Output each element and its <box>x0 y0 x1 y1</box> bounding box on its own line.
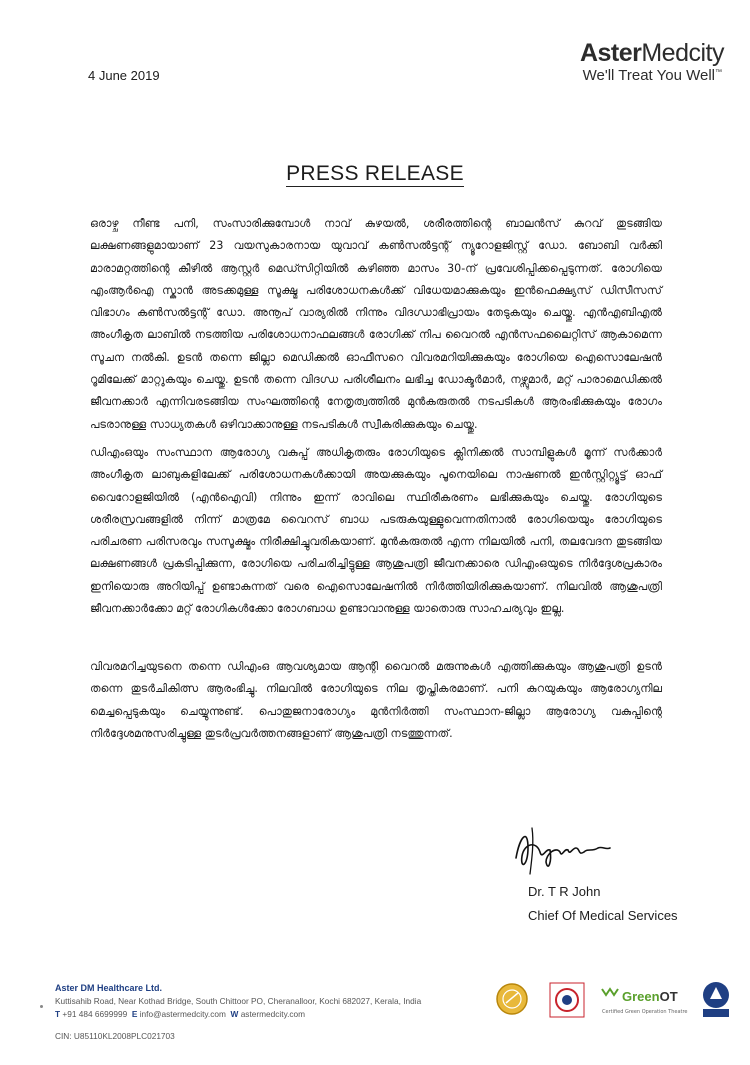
footer-block <box>55 982 421 1043</box>
nabh-badge <box>703 982 729 1017</box>
nabl-badge <box>550 983 584 1017</box>
footer-dot <box>40 1005 43 1008</box>
phone-label: T <box>55 1009 61 1019</box>
signatory-name: Dr. T R John <box>528 884 601 899</box>
green-ot-badge <box>602 989 688 1015</box>
green-ot-caption: Certified Green Operation Theatre <box>602 1009 688 1015</box>
document-date: 4 June 2019 <box>88 68 160 83</box>
page-title: PRESS RELEASE <box>286 162 464 185</box>
body-paragraph-2: ഡിഎംഒയും സംസ്ഥാന ആരോഗ്യ വകുപ്പ് അധികൃതരും രോഗിയുടെ ക്ലിനിക്കൽ സാമ്പിളുകൾ മൂന്ന് സർക്കാർ അംഗീകൃത ലാബുകളിലേക്ക് പരിശോധനകൾക്കായി അയക്കുകയും പൂനെയിലെ നാഷണൽ ഇൻസ്റ്റിറ്റ്യൂട്ട് ഓഫ് വൈറോളജിയിൽ (എൻഐവി) നിന്നും ഇന്ന് രാവിലെ സ്ഥിരീകരണം ലഭിക്കുകയും ചെയ്തു. രോഗിയുടെ ശരീരസ്രവങ്ങളിൽ നിന്ന് മാത്രമേ വൈറസ് ബാധ പടരുകയുള്ളുവെന്നതിനാൽ രോഗിയെയും രോഗിയുടെ പരിചരണ പരിസരവും സസൂക്ഷ്മം നിരീക്ഷിച്ചുവരികയാണ്. മുൻകരുതൽ എന്ന നിലയിൽ പനി, തലവേദന തുടങ്ങിയ ലക്ഷണങ്ങൾ പ്രകടിപ്പിക്കുന്ന, രോഗിയെ പരിചരിച്ചിട്ടുള്ള ആശുപത്രി ജീവനക്കാരെ ഡിഎംഒയുടെ നിർദ്ദേശപ്രകാരം ഇനിയൊരു അറിയിപ്പ് ഉണ്ടാകുന്നത് വരെ ഐസൊലേഷനിൽ നിർത്തിയിരിക്കുകയാണ്. നിലവിൽ ആശുപത്രി ജീവനക്കാർക്കോ മറ്റ് രോഗികൾക്കോ രോഗബാധ ഉണ്ടാവാനുള്ള യാതൊരു സാഹചര്യവും ഇല്ല. <box>90 446 662 616</box>
svg-text:GreenOT: GreenOT <box>622 989 678 1004</box>
body-paragraph-1: ഒരാഴ്ച നീണ്ട പനി, സംസാരിക്കുമ്പോൾ നാവ് കുഴയൽ, ശരീരത്തിന്റെ ബാലൻസ് കുറവ് തുടങ്ങിയ ലക്ഷണങ്ങളുമായാണ് 23 വയസുകാരനായ യുവാവ് കൺസൽട്ടന്റ് ന്യൂറോളജിസ്റ്റ് ഡോ. ബോബി വർക്കി മാരാമറ്റത്തിന്റെ കീഴിൽ ആസ്റ്റർ മെഡ്സിറ്റിയിൽ കഴിഞ്ഞ മാസം 30-ന് പ്രവേശിപ്പിക്കപ്പെടുന്നത്. രോഗിയെ എം‌ആർ‌ഐ സ്കാൻ അടക്കമുള്ള സൂക്ഷ്മ പരിശോധനകൾക്ക് വിധേയമാക്കുകയും ഇൻഫെക്ഷ്യസ് ഡിസീസസ് വിഭാഗം കൺസൽട്ടന്റ് ഡോ. അനൂപ് വാര്യരിൽ നിന്നും വിദഗ്ധാഭിപ്രായം തേടുകയും ചെയ്തു. എൻഎബിഎൽ അംഗീകൃത ലാബിൽ നടത്തിയ പരിശോധനാഫലങ്ങൾ രോഗിക്ക് നിപ വൈറൽ എൻസഫലൈറ്റിസ് ആകാമെന്ന സൂചന നൽകി. ഉടൻ തന്നെ ജില്ലാ മെഡിക്കൽ ഓഫീസറെ വിവരമറിയിക്കുകയും രോഗിയെ ഐസൊലേഷൻ റൂമിലേക്ക് മാറ്റുകയും ചെയ്തു. ഉടൻ തന്നെ വിദഗ്ധ പരിശീലനം ലഭിച്ച ഡോക്ടർമാർ, നഴ്സുമാർ, മറ്റ് പാരാമെഡിക്കൽ ജീവനക്കാർ എന്നിവരടങ്ങിയ സംഘത്തിന്റെ നേതൃത്വത്തിൽ മുൻകരുതൽ നടപടികൾ ആരംഭിക്കുകയും രോഗം പടരാനുള്ള സാധ്യതകൾ ഒഴിവാക്കാനുള്ള നടപടികൾ സ്വീകരിക്കുകയും ചെയ്തു. <box>90 217 662 431</box>
brand-tagline <box>580 67 722 84</box>
jci-accreditation-badge <box>497 984 527 1014</box>
trademark-mark: ™ <box>715 69 722 76</box>
brand-name-bold: Aster <box>579 39 642 67</box>
brand-logo-text <box>580 40 724 67</box>
signature-image <box>506 818 616 878</box>
email-label: E <box>131 1009 138 1019</box>
brand-block <box>580 40 724 84</box>
accreditation-badges <box>490 975 740 1035</box>
signatory-block <box>528 880 678 928</box>
signatory-title: Chief Of Medical Services <box>528 908 678 923</box>
footer-contacts <box>55 1008 421 1021</box>
footer-cin: CIN: U85110KL2008PLC021703 <box>55 1031 175 1041</box>
press-release-heading <box>0 162 750 186</box>
brand-name-light: Medcity <box>641 39 724 67</box>
footer-address: Kuttisahib Road, Near Kothad Bridge, South Chittoor PO, Cheranalloor, Kochi 682027, Kerala, India <box>55 996 422 1006</box>
brand-tagline-text: We'll Treat You Well <box>582 67 715 84</box>
email-address: info@astermedcity.com <box>139 1009 226 1019</box>
web-label: W <box>230 1009 239 1019</box>
web-address: astermedcity.com <box>240 1009 306 1019</box>
footer-company-name: Aster DM Healthcare Ltd. <box>55 983 163 993</box>
body-paragraph-3: വിവരമറിച്ചയുടനെ തന്നെ ഡിഎംഒ ആവശ്യമായ ആന്റി വൈറൽ മരുന്നുകൾ എത്തിക്കുകയും ആശുപത്രി ഉടൻ തന്നെ തുടർചികിത്സ ആരംഭിച്ചു. നിലവിൽ രോഗിയുടെ നില തൃപ്തികരമാണ്. പനി കുറയുകയും ആരോഗ്യനില മെച്ചപ്പെടുകയും ചെയ്യുന്നുണ്ട്. പൊതുജനാരോഗ്യം മുൻനിർത്തി സംസ്ഥാന-ജില്ലാ ആരോഗ്യ വകുപ്പിന്റെ നിർദ്ദേശമനുസരിച്ചുള്ള തുടർപ്രവർത്തനങ്ങളാണ് ആശുപത്രി നടത്തുന്നത്. <box>90 660 662 740</box>
phone-number: +91 484 6699999 <box>62 1009 128 1019</box>
